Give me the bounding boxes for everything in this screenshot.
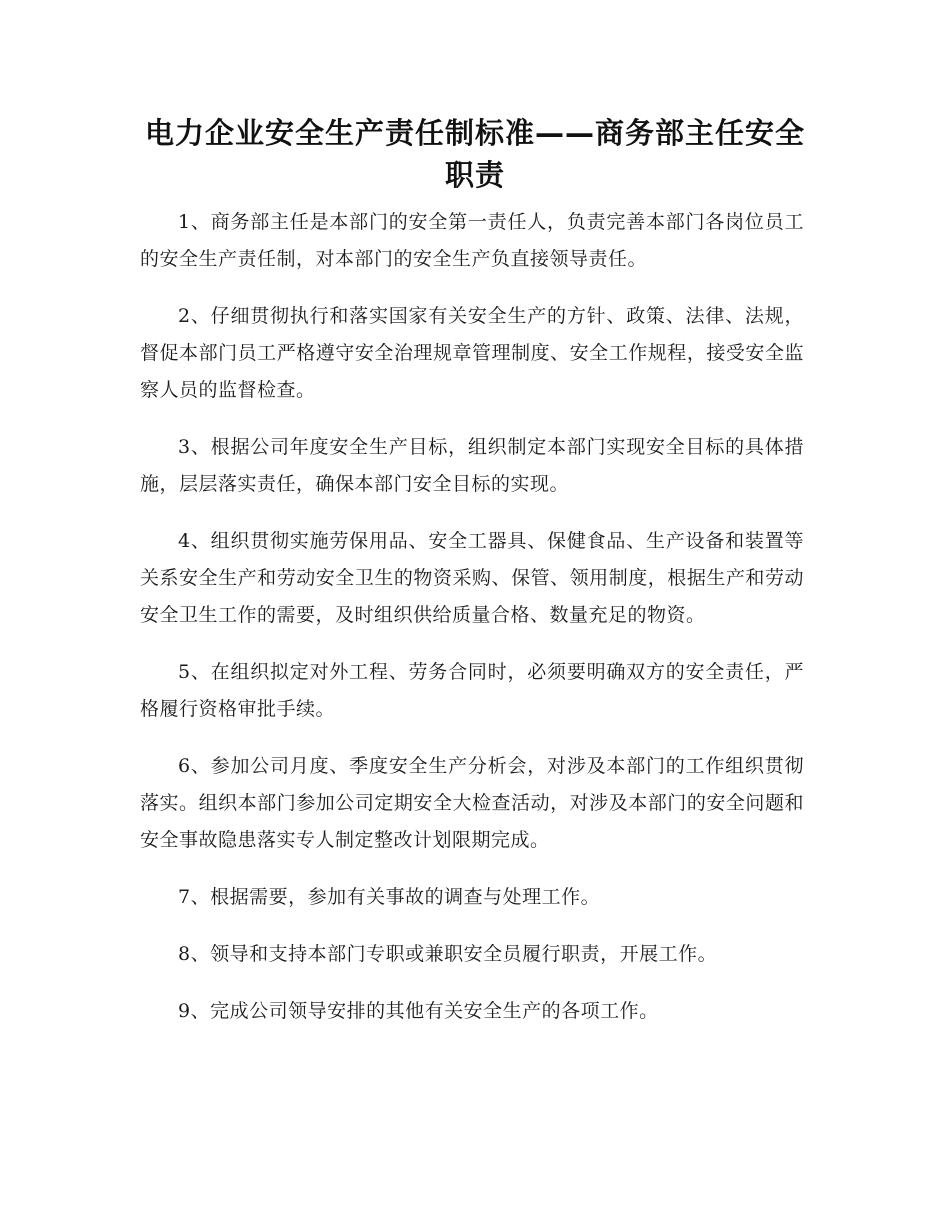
paragraph-2: 2、仔细贯彻执行和落实国家有关安全生产的方针、政策、法律、法规，督促本部门员工严格遵守安全治理规章管理制度、安全工作规程，接受安全监察人员的监督检查。	[140, 305, 804, 401]
paragraph-8: 8、领导和支持本部门专职或兼职安全员履行职责，开展工作。	[178, 943, 718, 965]
paragraph-1: 1、商务部主任是本部门的安全第一责任人，负责完善本部门各岗位员工的安全生产责任制，对本部门的安全生产负直接领导责任。	[140, 211, 804, 270]
document-body	[140, 204, 804, 1050]
paragraph-6: 6、参加公司月度、季度安全生产分析会，对涉及本部门的工作组织贯彻落实。组织本部门参加公司定期安全大检查活动，对涉及本部门的安全问题和安全事故隐患落实专人制定整改计划限期完成。	[140, 755, 804, 851]
paragraph-7: 7、根据需要，参加有关事故的调查与处理工作。	[178, 886, 601, 908]
document-title: 电力企业安全生产责任制标准——商务部主任安全职责	[144, 116, 805, 192]
paragraph-4: 4、组织贯彻实施劳保用品、安全工器具、保健食品、生产设备和装置等关系安全生产和劳动安全卫生的物资采购、保管、领用制度，根据生产和劳动安全卫生工作的需要，及时组织供给质量合格、数量充足的物资。	[140, 530, 804, 626]
paragraph-5: 5、在组织拟定对外工程、劳务合同时，必须要明确双方的安全责任，严格履行资格审批手续。	[140, 661, 804, 720]
paragraph-3: 3、根据公司年度安全生产目标，组织制定本部门实现安全目标的具体措施，层层落实责任，确保本部门安全目标的实现。	[140, 436, 804, 495]
paragraph-9: 9、完成公司领导安排的其他有关安全生产的各项工作。	[178, 1000, 659, 1022]
